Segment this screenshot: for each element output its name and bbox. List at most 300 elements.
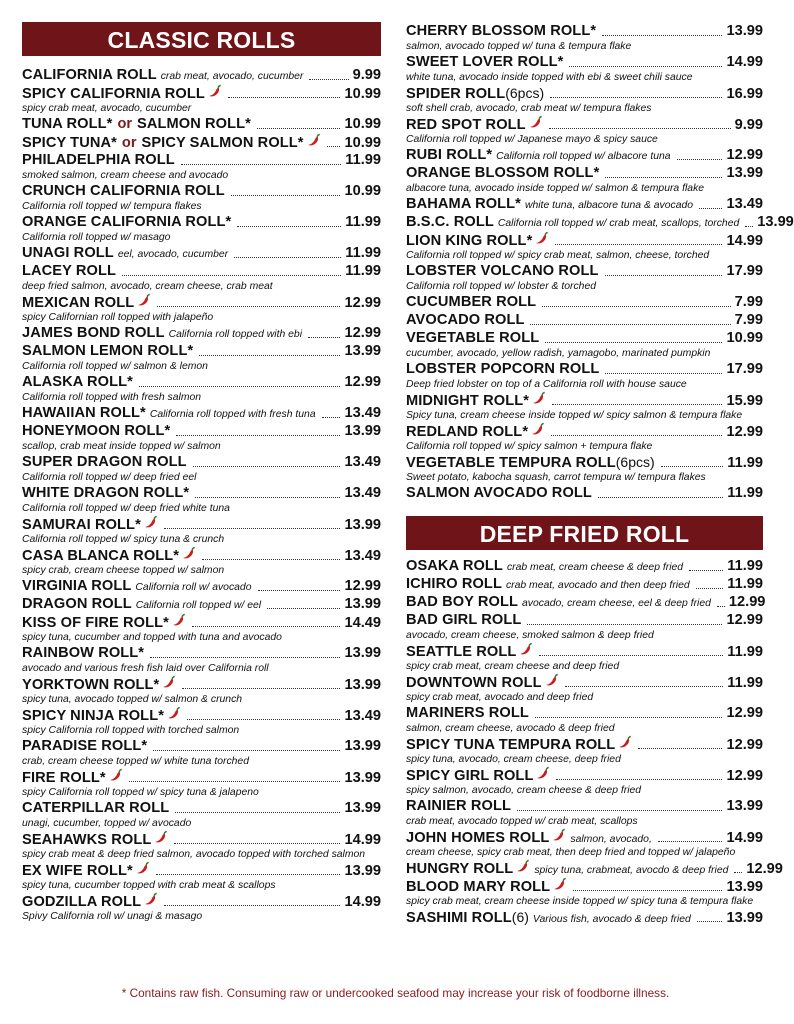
menu-item [22, 675, 381, 706]
menu-item-line [406, 115, 763, 133]
item-price: 11.99 [345, 152, 381, 168]
chili-pepper-icon [182, 546, 196, 560]
dot-leader [555, 243, 722, 245]
dot-leader [199, 354, 340, 356]
menu-item-line [406, 797, 763, 815]
menu-item [22, 133, 381, 151]
menu-item [406, 53, 763, 84]
menu-item [22, 768, 381, 799]
item-price: 13.99 [726, 23, 763, 39]
item-name: ALASKA ROLL* [22, 374, 133, 390]
menu-item-line [22, 151, 381, 169]
dot-leader [696, 587, 724, 589]
menu-item-line [406, 453, 763, 471]
menu-item [22, 293, 381, 324]
dot-leader [717, 605, 725, 607]
left-column [22, 22, 381, 923]
item-description: California roll topped w/ spicy salmon + tempura flake [406, 441, 653, 452]
item-name: HONEYMOON ROLL* [22, 423, 171, 439]
menu-item-line [22, 861, 381, 879]
dot-leader [551, 434, 722, 436]
dot-leader [734, 871, 742, 873]
menu-item [22, 706, 381, 737]
dot-leader [699, 207, 722, 209]
item-name-alt: SPICY SALMON ROLL* [141, 135, 304, 151]
menu-item [406, 859, 783, 877]
item-price: 11.99 [727, 576, 763, 592]
menu-item-line [406, 53, 763, 71]
dot-leader [164, 527, 341, 529]
menu-item [406, 704, 763, 735]
menu-item-line [406, 329, 763, 347]
item-name: CUCUMBER ROLL [406, 294, 537, 310]
item-inline-description: crab meat, avocado, cucumber [160, 71, 304, 82]
menu-item-line [22, 373, 381, 391]
item-name: DRAGON ROLL [22, 596, 132, 612]
item-description: crab meat, avocado topped w/ crab meat, scallops [406, 816, 638, 827]
dot-leader [139, 385, 341, 387]
dot-leader [565, 685, 724, 687]
menu-item-line [22, 892, 381, 910]
menu-item-line [406, 766, 763, 784]
menu-item-line [22, 830, 381, 848]
dot-leader [677, 158, 723, 160]
menu-item-line [22, 66, 381, 84]
menu-item-line [406, 642, 763, 660]
menu-item-line [406, 213, 794, 231]
menu-item [22, 453, 381, 484]
item-inline-description: salmon, avocado, [570, 834, 652, 845]
chili-pepper-icon [208, 84, 222, 98]
item-name: MARINERS ROLL [406, 705, 529, 721]
menu-item [406, 575, 763, 593]
item-name: RAINIER ROLL [406, 798, 511, 814]
menu-item-line [406, 877, 763, 895]
menu-item-line [22, 453, 381, 471]
item-description: California roll topped w/ salmon & lemon [22, 361, 208, 372]
chili-pepper-icon [162, 675, 176, 689]
item-price: 12.99 [726, 705, 763, 721]
menu-item-line [22, 515, 381, 533]
item-description: scallop, crab meat inside topped w/ salmon [22, 441, 221, 452]
raw-fish-disclaimer: * Contains raw fish. Consuming raw or undercooked seafood may increase your risk of foodborne illness. [121, 986, 670, 1000]
chili-pepper-icon [553, 877, 567, 891]
menu-item [406, 673, 763, 704]
item-price: 12.99 [344, 578, 381, 594]
menu-item [406, 164, 763, 195]
item-name: LOBSTER VOLCANO ROLL [406, 263, 599, 279]
item-name: AVOCADO ROLL [406, 312, 525, 328]
menu-item [406, 262, 763, 293]
item-price: 14.99 [726, 233, 763, 249]
item-description: California roll topped w/ lobster & torched [406, 281, 597, 292]
menu-item-line [406, 360, 763, 378]
item-description: spicy California roll topped with torched salmon [22, 725, 240, 736]
menu-item [406, 735, 763, 766]
item-description: spicy crab meat & deep fried salmon, avocado topped with torched salmon [22, 849, 366, 860]
item-inline-description: Various fish, avocado & deep fried [532, 914, 691, 925]
menu-item-line [22, 484, 381, 502]
item-description: soft shell crab, avocado, crab meat w/ tempura flakes [406, 103, 652, 114]
menu-item-line [22, 644, 381, 662]
item-description: crab, cream cheese topped w/ white tuna torched [22, 756, 249, 767]
menu-item-line [406, 22, 763, 40]
menu-item-line [22, 799, 381, 817]
item-description: cucumber, avocado, yellow radish, yamagobo, marinated pumpkin [406, 348, 711, 359]
dot-leader [517, 809, 722, 811]
item-description: spicy tuna, cucumber topped with crab meat & scallops [22, 880, 276, 891]
item-name: REDLAND ROLL* [406, 424, 529, 440]
menu-item [406, 391, 763, 422]
item-name: SPICY TUNA TEMPURA ROLL [406, 737, 616, 753]
menu-item-line [406, 704, 763, 722]
dot-leader [182, 687, 340, 689]
dot-leader [195, 496, 340, 498]
menu-item [22, 737, 381, 768]
menu-item-line [22, 262, 381, 280]
chili-pepper-icon [516, 859, 530, 873]
item-name: SPICY GIRL ROLL [406, 768, 534, 784]
menu-item-line [22, 546, 381, 564]
item-price: 13.99 [344, 770, 381, 786]
menu-item [22, 84, 381, 115]
item-description: Sweet potato, kabocha squash, carrot tempura w/ tempura flakes [406, 472, 706, 483]
dot-leader [535, 716, 723, 718]
menu-item [406, 797, 763, 828]
item-description: salmon, avocado topped w/ tuna & tempura flake [406, 41, 632, 52]
dot-leader [176, 434, 340, 436]
dot-leader [257, 127, 341, 129]
dot-leader [745, 225, 753, 227]
dot-leader [231, 194, 341, 196]
item-name: PARADISE ROLL* [22, 738, 148, 754]
dot-leader [202, 558, 340, 560]
item-description: white tuna, avocado inside topped with ebi & sweet chili sauce [406, 72, 693, 83]
menu-item [406, 231, 763, 262]
dot-leader [153, 749, 340, 751]
menu-item-line [406, 735, 763, 753]
chili-pepper-icon [531, 422, 545, 436]
item-name: MIDNIGHT ROLL* [406, 393, 530, 409]
menu-item [406, 422, 763, 453]
menu-item [22, 613, 381, 644]
item-price: 11.99 [727, 485, 763, 501]
chili-pepper-icon [144, 515, 158, 529]
item-price: 13.99 [344, 517, 381, 533]
menu-item [22, 373, 381, 404]
item-name: CHERRY BLOSSOM ROLL* [406, 23, 597, 39]
item-description: spicy crab meat, cream cheese inside topped w/ spicy tuna & tempura flake [406, 896, 754, 907]
item-description: spicy tuna, avocado, cream cheese, deep fried [406, 754, 621, 765]
menu-item-line [406, 391, 763, 409]
menu-item [22, 595, 381, 613]
item-price: 7.99 [734, 294, 763, 310]
item-description: spicy crab meat, avocado, cucumber [22, 103, 192, 114]
menu-item-line [22, 244, 381, 262]
dot-leader [697, 920, 723, 922]
dot-leader [193, 465, 341, 467]
item-name: SALMON AVOCADO ROLL [406, 485, 592, 501]
item-price: 11.99 [727, 675, 763, 691]
item-name: VEGETABLE TEMPURA ROLL [406, 455, 616, 471]
item-price: 13.99 [757, 214, 794, 230]
item-description: Spicy tuna, cream cheese inside topped w/ spicy salmon & tempura flake [406, 410, 743, 421]
menu-item-line [22, 577, 381, 595]
item-price: 13.99 [344, 738, 381, 754]
dot-leader [327, 145, 341, 147]
menu-item [406, 115, 763, 146]
item-description: deep fried salmon, avocado, cream cheese, crab meat [22, 281, 273, 292]
item-description: California roll topped w/ spicy crab meat, salmon, cheese, torched [406, 250, 710, 261]
item-price: 12.99 [726, 612, 763, 628]
item-description: California roll topped with fresh salmon [22, 392, 202, 403]
dot-leader [187, 718, 340, 720]
item-inline-description: avocado, cream cheese, eel & deep fried [522, 598, 711, 609]
item-description: spicy crab meat, cream cheese and deep fried [406, 661, 620, 672]
dot-leader [228, 96, 341, 98]
dot-leader [175, 811, 340, 813]
item-portion: (6pcs) [615, 454, 655, 470]
dot-leader [129, 780, 341, 782]
menu-item [22, 861, 381, 892]
dot-leader [605, 372, 722, 374]
specialty-rolls-list [406, 22, 794, 502]
item-inline-description: white tuna, albacore tuna & avocado [524, 200, 694, 211]
item-price: 11.99 [345, 214, 381, 230]
menu-item [406, 611, 763, 642]
item-description: spicy crab, cream cheese topped w/ salmon [22, 565, 225, 576]
menu-item [406, 146, 763, 164]
menu-item-line [406, 859, 783, 877]
menu-item-line [22, 422, 381, 440]
item-price: 12.99 [728, 594, 766, 610]
item-name: TUNA ROLL* [22, 116, 113, 132]
item-name: SEAHAWKS ROLL [22, 832, 152, 848]
menu-item-line [22, 404, 381, 422]
item-price: 11.99 [727, 644, 763, 660]
item-price: 16.99 [726, 86, 763, 102]
item-name: CRUNCH CALIFORNIA ROLL [22, 183, 225, 199]
dot-leader [308, 336, 340, 338]
item-price: 10.99 [726, 330, 763, 346]
item-price: 13.49 [344, 708, 381, 724]
menu-item-line [406, 311, 763, 329]
chili-pepper-icon [307, 133, 321, 147]
item-name: YORKTOWN ROLL* [22, 677, 160, 693]
item-name: SPICY TUNA* [22, 135, 117, 151]
menu-item [22, 484, 381, 515]
item-inline-description: California roll topped w/ eel [135, 600, 262, 611]
item-name: RAINBOW ROLL* [22, 645, 145, 661]
menu-item-line [22, 613, 381, 631]
chili-pepper-icon [109, 768, 123, 782]
chili-pepper-icon [552, 828, 566, 842]
menu-item [406, 453, 763, 484]
chili-pepper-icon [137, 293, 151, 307]
dot-leader [605, 274, 723, 276]
dot-leader [605, 176, 722, 178]
dot-leader [181, 163, 342, 165]
menu-item [406, 329, 763, 360]
item-name: ORANGE BLOSSOM ROLL* [406, 165, 600, 181]
item-price: 12.99 [746, 861, 783, 877]
item-price: 13.49 [344, 405, 381, 421]
item-price: 13.99 [344, 677, 381, 693]
item-price: 13.99 [726, 165, 763, 181]
dot-leader [658, 840, 723, 842]
dot-leader [192, 625, 341, 627]
dot-leader [309, 78, 348, 80]
item-description: avocado and various fresh fish laid over California roll [22, 663, 269, 674]
item-name: BAD BOY ROLL [406, 594, 519, 610]
item-price: 13.99 [344, 863, 381, 879]
menu-item-line [22, 182, 381, 200]
item-inline-description: California roll topped w/ crab meat, scallops, torched [497, 218, 740, 229]
menu-item-line [406, 195, 763, 213]
item-price: 14.99 [344, 894, 381, 910]
item-description: spicy salmon, avocado, cream cheese & deep fried [406, 785, 642, 796]
menu-item-line [406, 84, 763, 102]
item-price: 13.49 [344, 454, 381, 470]
item-name: GODZILLA ROLL [22, 894, 142, 910]
dot-leader [550, 96, 722, 98]
item-price: 13.99 [726, 910, 763, 926]
item-inline-description: crab meat, avocado and then deep fried [505, 580, 690, 591]
item-price: 12.99 [726, 737, 763, 753]
or-connector: or [117, 116, 133, 132]
classic-rolls-list [22, 66, 381, 923]
item-price: 12.99 [726, 768, 763, 784]
item-name: KISS OF FIRE ROLL* [22, 615, 169, 631]
menu-item [406, 484, 763, 502]
item-name: VIRGINIA ROLL [22, 578, 132, 594]
item-price: 14.49 [344, 615, 381, 631]
chili-pepper-icon [535, 231, 549, 245]
item-description: salmon, cream cheese, avocado & deep fried [406, 723, 615, 734]
dot-leader [689, 569, 723, 571]
menu-item [406, 293, 763, 311]
item-price: 10.99 [344, 86, 381, 102]
item-description: cream cheese, spicy crab meat, then deep fried and topped w/ jalapeño [406, 847, 736, 858]
item-price: 11.99 [727, 455, 763, 471]
item-portion: (6) [511, 909, 529, 925]
item-description: California roll topped w/ Japanese mayo & spicy sauce [406, 134, 658, 145]
menu-item-line [406, 164, 763, 182]
item-price: 10.99 [344, 116, 381, 132]
item-name: LOBSTER POPCORN ROLL [406, 361, 600, 377]
item-description: avocado, cream cheese, smoked salmon & deep fried [406, 630, 654, 641]
menu-item-line [406, 828, 763, 846]
chili-pepper-icon [136, 861, 150, 875]
item-price: 7.99 [734, 312, 763, 328]
item-description: unagi, cucumber, topped w/ avocado [22, 818, 192, 829]
menu-item-line [406, 422, 763, 440]
item-price: 13.49 [344, 485, 381, 501]
menu-item-line [406, 146, 763, 164]
dot-leader [174, 842, 340, 844]
menu-item-line [406, 575, 763, 593]
item-description: albacore tuna, avocado inside topped w/ salmon & tempura flake [406, 183, 705, 194]
menu-item-line [406, 293, 763, 311]
menu-item [22, 422, 381, 453]
item-name: ORANGE CALIFORNIA ROLL* [22, 214, 232, 230]
item-name: SUPER DRAGON ROLL [22, 454, 187, 470]
item-price: 14.99 [726, 54, 763, 70]
item-name: SALMON LEMON ROLL* [22, 343, 194, 359]
item-name: SASHIMI ROLL [406, 910, 512, 926]
item-name: PHILADELPHIA ROLL [22, 152, 175, 168]
item-name: RED SPOT ROLL [406, 117, 526, 133]
dot-leader [539, 654, 723, 656]
item-price: 9.99 [352, 67, 381, 83]
item-description: spicy Californian roll topped with jalapeño [22, 312, 214, 323]
menu-item-line [22, 84, 381, 102]
chili-pepper-icon [545, 673, 559, 687]
menu-item [406, 195, 763, 213]
menu-item [22, 151, 381, 182]
menu-item [406, 311, 763, 329]
item-name: FIRE ROLL* [22, 770, 106, 786]
item-price: 17.99 [726, 361, 763, 377]
menu-item-line [406, 593, 766, 611]
dot-leader [267, 607, 340, 609]
item-price: 12.99 [344, 295, 381, 311]
item-price: 17.99 [726, 263, 763, 279]
dot-leader [234, 256, 341, 258]
menu-item [406, 593, 766, 611]
chili-pepper-icon [532, 391, 546, 405]
item-name: SPIDER ROLL [406, 86, 506, 102]
menu-item-line [406, 673, 763, 691]
item-name: CALIFORNIA ROLL [22, 67, 157, 83]
item-name: DOWNTOWN ROLL [406, 675, 542, 691]
menu-item-line [406, 484, 763, 502]
item-name: MEXICAN ROLL [22, 295, 135, 311]
item-description: California roll topped w/ deep fried eel [22, 472, 197, 483]
dot-leader [556, 778, 722, 780]
item-name: BAHAMA ROLL* [406, 196, 521, 212]
item-name-alt: SALMON ROLL* [137, 116, 251, 132]
menu-item [22, 404, 381, 422]
dot-leader [602, 34, 722, 36]
item-name: SPICY NINJA ROLL* [22, 708, 164, 724]
item-name: ICHIRO ROLL [406, 576, 502, 592]
item-name: JOHN HOMES ROLL [406, 830, 550, 846]
item-price: 13.99 [344, 596, 381, 612]
chili-pepper-icon [519, 642, 533, 656]
menu-item [406, 828, 763, 859]
item-price: 11.99 [345, 245, 381, 261]
dot-leader [157, 305, 340, 307]
item-description: California roll topped w/ masago [22, 232, 171, 243]
dot-leader [150, 656, 340, 658]
menu-item [22, 244, 381, 262]
item-name: BAD GIRL ROLL [406, 612, 522, 628]
item-price: 13.99 [344, 343, 381, 359]
menu-item [406, 213, 794, 231]
menu-item [406, 766, 763, 797]
item-description: spicy California roll topped w/ spicy tuna & jalapeno [22, 787, 259, 798]
chili-pepper-icon [167, 706, 181, 720]
dot-leader [573, 889, 722, 891]
menu-item [22, 644, 381, 675]
item-price: 9.99 [734, 117, 763, 133]
item-name: CASA BLANCA ROLL* [22, 548, 180, 564]
item-description: spicy crab meat, avocado and deep fried [406, 692, 594, 703]
item-price: 13.99 [726, 879, 763, 895]
dot-leader [156, 873, 341, 875]
item-description: smoked salmon, cream cheese and avocado [22, 170, 229, 181]
